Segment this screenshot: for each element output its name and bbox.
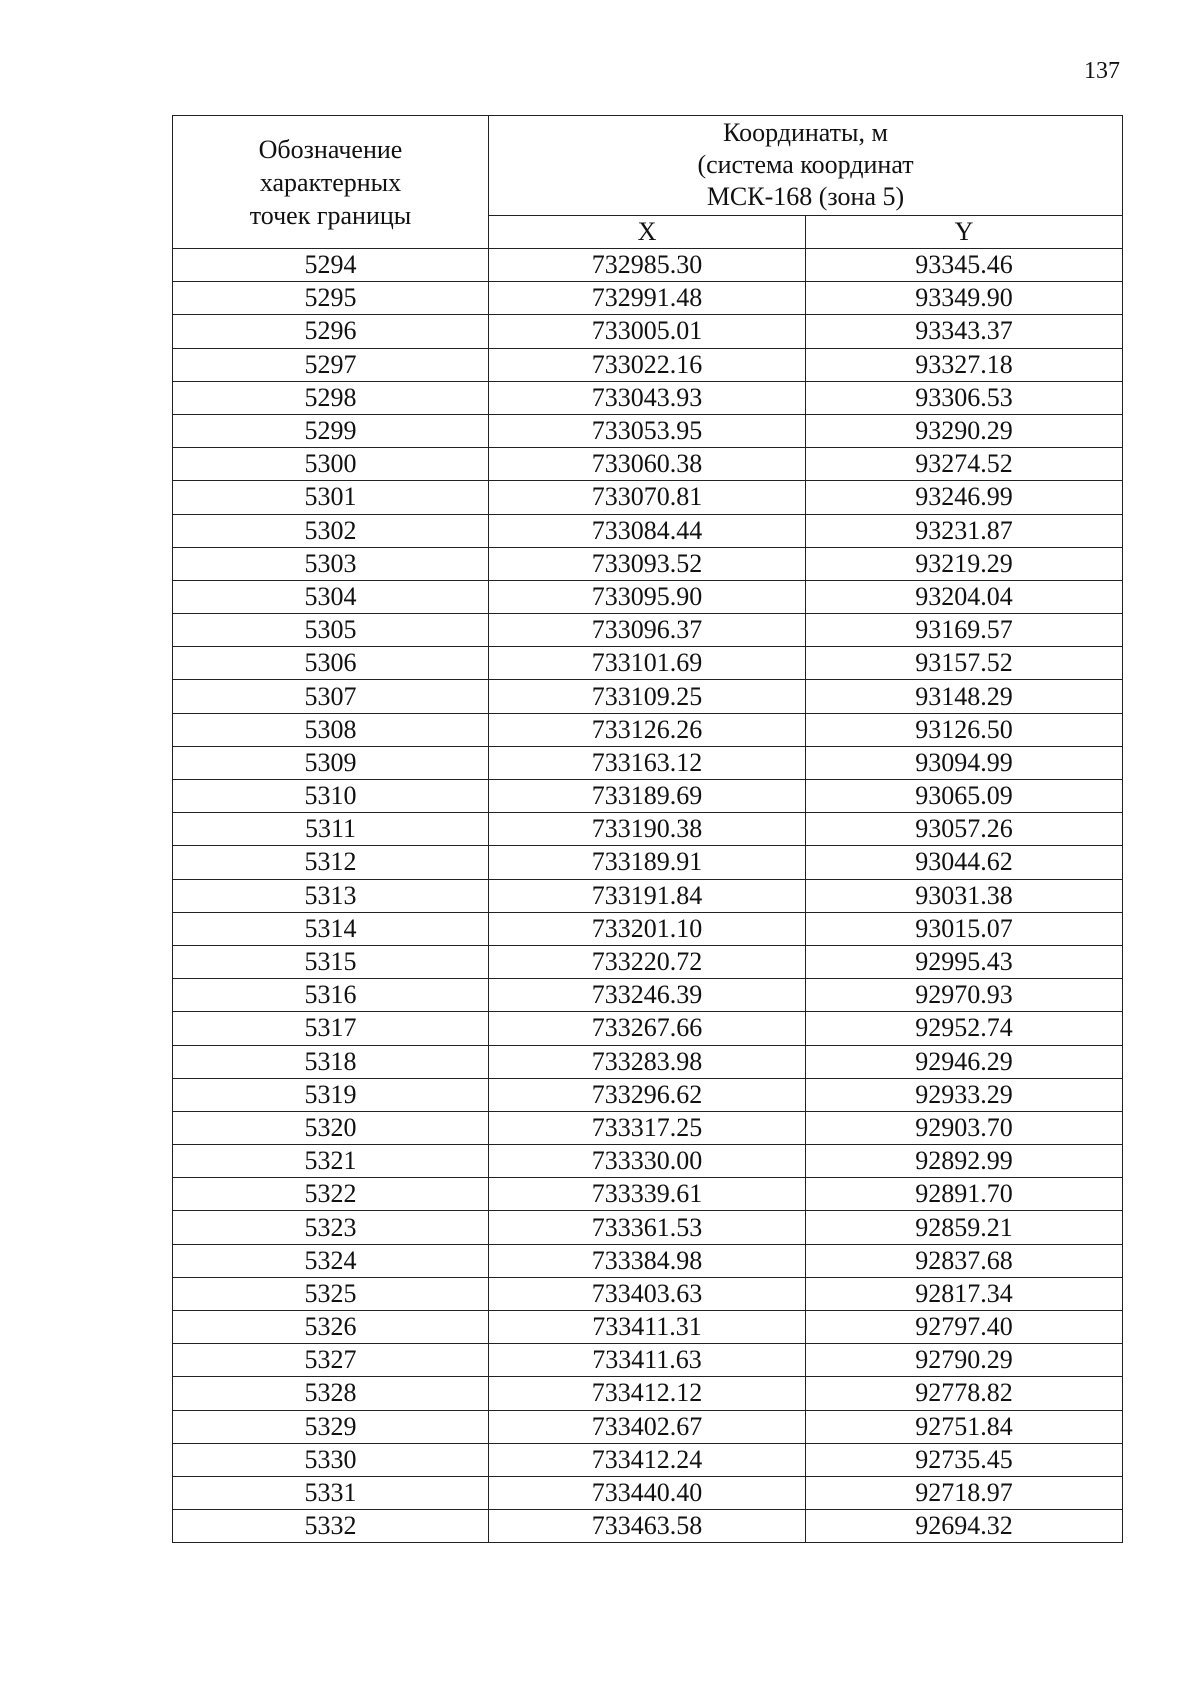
point-number-cell: 5311 [173,813,489,846]
point-number-cell: 5301 [173,481,489,514]
x-coordinate-cell: 733190.38 [489,813,806,846]
x-coordinate-cell: 733109.25 [489,680,806,713]
point-number-cell: 5294 [173,249,489,282]
y-coordinate-cell: 93246.99 [806,481,1123,514]
y-coordinate-cell: 92952.74 [806,1012,1123,1045]
y-coordinate-cell: 92817.34 [806,1277,1123,1310]
point-number-cell: 5332 [173,1510,489,1543]
table-row [173,680,1123,713]
y-coordinate-cell: 92903.70 [806,1111,1123,1144]
x-coordinate-cell: 733201.10 [489,912,806,945]
table-row [173,746,1123,779]
point-number-cell: 5325 [173,1277,489,1310]
table-row [173,1344,1123,1377]
x-coordinate-cell: 733330.00 [489,1145,806,1178]
x-coordinate-cell: 733022.16 [489,348,806,381]
point-number-cell: 5309 [173,746,489,779]
point-number-cell: 5298 [173,381,489,414]
table-row [173,614,1123,647]
x-coordinate-cell: 733189.69 [489,780,806,813]
point-number-cell: 5316 [173,979,489,1012]
x-coordinate-cell: 733095.90 [489,580,806,613]
y-coordinate-cell: 93057.26 [806,813,1123,846]
point-number-cell: 5318 [173,1045,489,1078]
table-row [173,580,1123,613]
y-coordinate-cell: 93169.57 [806,614,1123,647]
coordinates-header-line: МСК-168 (зона 5) [706,182,905,212]
x-coordinate-cell: 733060.38 [489,448,806,481]
table-row [173,414,1123,447]
x-coordinate-cell: 733440.40 [489,1476,806,1509]
point-label-line: точек границы [249,200,412,230]
y-coordinate-cell: 93274.52 [806,448,1123,481]
x-coordinate-cell: 733163.12 [489,746,806,779]
point-number-cell: 5314 [173,912,489,945]
x-coordinate-cell: 733005.01 [489,315,806,348]
table-row [173,1476,1123,1509]
x-coordinate-cell: 733411.63 [489,1344,806,1377]
table-row [173,348,1123,381]
table-row [173,1510,1123,1543]
table-row [173,879,1123,912]
point-number-cell: 5324 [173,1244,489,1277]
point-number-cell: 5295 [173,282,489,315]
x-coordinate-cell: 733093.52 [489,547,806,580]
point-number-cell: 5323 [173,1211,489,1244]
point-number-cell: 5296 [173,315,489,348]
x-coordinate-cell: 733220.72 [489,945,806,978]
table-row [173,1078,1123,1111]
y-coordinate-cell: 93094.99 [806,746,1123,779]
table-row [173,1410,1123,1443]
y-coordinate-cell: 92694.32 [806,1510,1123,1543]
table-row [173,780,1123,813]
point-number-cell: 5320 [173,1111,489,1144]
y-coordinate-cell: 93327.18 [806,348,1123,381]
point-number-cell: 5310 [173,780,489,813]
table-row [173,1145,1123,1178]
y-coordinate-cell: 92995.43 [806,945,1123,978]
x-column-header: X [489,215,806,248]
x-coordinate-cell: 733463.58 [489,1510,806,1543]
y-coordinate-cell: 93148.29 [806,680,1123,713]
point-number-cell: 5330 [173,1443,489,1476]
coordinates-header-line: (система координат [697,150,914,180]
y-coordinate-cell: 93015.07 [806,912,1123,945]
y-coordinate-cell: 92946.29 [806,1045,1123,1078]
x-coordinate-cell: 733053.95 [489,414,806,447]
x-coordinate-cell: 733246.39 [489,979,806,1012]
y-coordinate-cell: 92778.82 [806,1377,1123,1410]
x-coordinate-cell: 733070.81 [489,481,806,514]
x-coordinate-cell: 733191.84 [489,879,806,912]
x-coordinate-cell: 733361.53 [489,1211,806,1244]
table-row [173,813,1123,846]
y-coordinate-cell: 92933.29 [806,1078,1123,1111]
coordinates-header [489,116,1123,216]
table-row [173,1377,1123,1410]
coordinates-header-line: Координаты, м [723,118,888,148]
point-number-cell: 5297 [173,348,489,381]
y-coordinate-cell: 93219.29 [806,547,1123,580]
coordinates-table [172,115,1123,1543]
x-coordinate-cell: 733043.93 [489,381,806,414]
table-row [173,846,1123,879]
point-number-cell: 5319 [173,1078,489,1111]
y-coordinate-cell: 93157.52 [806,647,1123,680]
y-coordinate-cell: 93231.87 [806,514,1123,547]
point-number-cell: 5322 [173,1178,489,1211]
y-coordinate-cell: 92859.21 [806,1211,1123,1244]
table-row [173,481,1123,514]
table-row [173,315,1123,348]
y-coordinate-cell: 93044.62 [806,846,1123,879]
point-number-cell: 5305 [173,614,489,647]
page-number: 137 [1084,58,1120,84]
y-coordinate-cell: 92718.97 [806,1476,1123,1509]
y-coordinate-cell: 92837.68 [806,1244,1123,1277]
x-coordinate-cell: 733283.98 [489,1045,806,1078]
point-number-cell: 5306 [173,647,489,680]
x-coordinate-cell: 733296.62 [489,1078,806,1111]
point-number-cell: 5307 [173,680,489,713]
x-coordinate-cell: 733317.25 [489,1111,806,1144]
y-coordinate-cell: 93343.37 [806,315,1123,348]
x-coordinate-cell: 733189.91 [489,846,806,879]
x-coordinate-cell: 733412.24 [489,1443,806,1476]
table-row [173,514,1123,547]
point-number-cell: 5303 [173,547,489,580]
y-coordinate-cell: 93126.50 [806,713,1123,746]
point-number-cell: 5308 [173,713,489,746]
table-row [173,547,1123,580]
x-coordinate-cell: 733384.98 [489,1244,806,1277]
x-coordinate-cell: 733084.44 [489,514,806,547]
x-coordinate-cell: 732991.48 [489,282,806,315]
point-number-cell: 5317 [173,1012,489,1045]
point-number-cell: 5300 [173,448,489,481]
x-coordinate-cell: 733403.63 [489,1277,806,1310]
table-header [173,116,1123,249]
point-number-cell: 5328 [173,1377,489,1410]
table-row [173,979,1123,1012]
x-coordinate-cell: 733101.69 [489,647,806,680]
point-number-cell: 5326 [173,1311,489,1344]
table-row [173,1111,1123,1144]
y-coordinate-cell: 92797.40 [806,1311,1123,1344]
table-row [173,1311,1123,1344]
y-coordinate-cell: 93065.09 [806,780,1123,813]
point-number-cell: 5321 [173,1145,489,1178]
point-label-line: характерных [259,167,402,197]
y-coordinate-cell: 93290.29 [806,414,1123,447]
x-coordinate-cell: 732985.30 [489,249,806,282]
x-coordinate-cell: 733412.12 [489,1377,806,1410]
y-coordinate-cell: 92891.70 [806,1178,1123,1211]
point-number-cell: 5329 [173,1410,489,1443]
point-number-cell: 5304 [173,580,489,613]
point-number-cell: 5327 [173,1344,489,1377]
y-coordinate-cell: 92892.99 [806,1145,1123,1178]
table-row [173,647,1123,680]
y-coordinate-cell: 93349.90 [806,282,1123,315]
table-row [173,1277,1123,1310]
y-coordinate-cell: 92790.29 [806,1344,1123,1377]
table-row [173,1244,1123,1277]
y-coordinate-cell: 92735.45 [806,1443,1123,1476]
table-row [173,1012,1123,1045]
table-row [173,448,1123,481]
point-label-line: Обозначение [258,134,403,164]
table-row [173,945,1123,978]
table-row [173,381,1123,414]
y-coordinate-cell: 93204.04 [806,580,1123,613]
point-number-cell: 5312 [173,846,489,879]
table-body [173,249,1123,1543]
point-number-cell: 5302 [173,514,489,547]
x-coordinate-cell: 733267.66 [489,1012,806,1045]
table-row [173,282,1123,315]
table-row [173,713,1123,746]
table-row [173,912,1123,945]
point-label-header [173,116,489,249]
y-coordinate-cell: 92970.93 [806,979,1123,1012]
x-coordinate-cell: 733126.26 [489,713,806,746]
table-row [173,249,1123,282]
table-row [173,1211,1123,1244]
y-coordinate-cell: 93306.53 [806,381,1123,414]
y-column-header: Y [806,215,1123,248]
y-coordinate-cell: 93345.46 [806,249,1123,282]
x-coordinate-cell: 733339.61 [489,1178,806,1211]
point-number-cell: 5299 [173,414,489,447]
table-row [173,1443,1123,1476]
table-row [173,1178,1123,1211]
table-row [173,1045,1123,1078]
point-number-cell: 5315 [173,945,489,978]
x-coordinate-cell: 733402.67 [489,1410,806,1443]
point-number-cell: 5331 [173,1476,489,1509]
point-number-cell: 5313 [173,879,489,912]
y-coordinate-cell: 93031.38 [806,879,1123,912]
x-coordinate-cell: 733096.37 [489,614,806,647]
x-coordinate-cell: 733411.31 [489,1311,806,1344]
y-coordinate-cell: 92751.84 [806,1410,1123,1443]
